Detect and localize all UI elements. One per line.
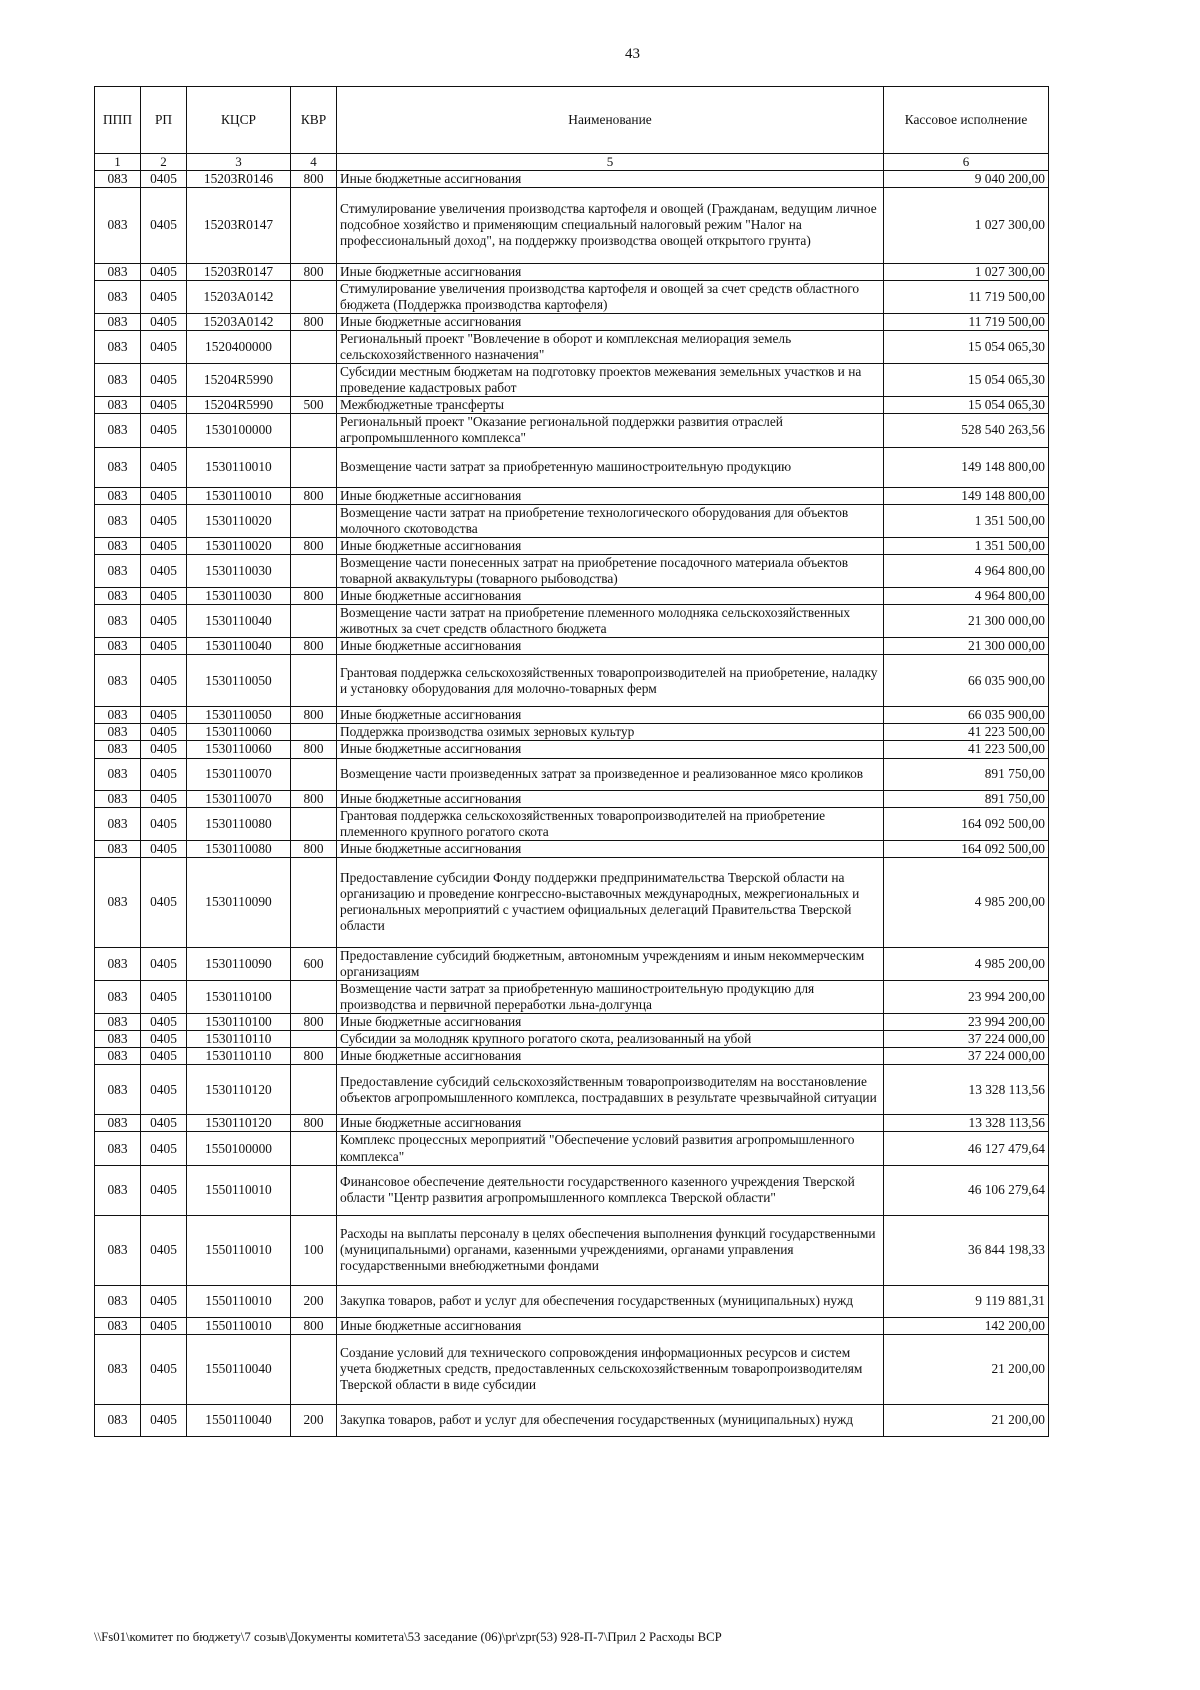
cell-kvr: 800	[291, 1014, 337, 1031]
cell-name: Иные бюджетные ассигнования	[337, 537, 884, 554]
cell-kcsr: 1550110040	[187, 1334, 291, 1404]
cell-kvr: 800	[291, 638, 337, 655]
cell-rp: 0405	[141, 638, 187, 655]
cell-kvr: 800	[291, 1115, 337, 1132]
table-row	[95, 790, 1049, 807]
cell-sum: 66 035 900,00	[884, 707, 1049, 724]
cell-ppp: 083	[95, 414, 141, 447]
cell-ppp: 083	[95, 187, 141, 263]
cell-rp: 0405	[141, 1165, 187, 1215]
col-header-kcsr: КЦСР	[187, 87, 291, 154]
cell-rp: 0405	[141, 1285, 187, 1317]
cell-ppp: 083	[95, 707, 141, 724]
col-number-4: 4	[291, 154, 337, 171]
cell-ppp: 083	[95, 807, 141, 840]
table-row	[95, 537, 1049, 554]
cell-name: Региональный проект "Оказание региональной поддержки развития отраслей агропромышленного комплекса"	[337, 414, 884, 447]
cell-name: Иные бюджетные ассигнования	[337, 1317, 884, 1334]
cell-ppp: 083	[95, 605, 141, 638]
cell-kcsr: 1530110020	[187, 504, 291, 537]
cell-sum: 46 106 279,64	[884, 1165, 1049, 1215]
cell-kvr: 200	[291, 1404, 337, 1436]
cell-kcsr: 1530110040	[187, 605, 291, 638]
cell-sum: 15 054 065,30	[884, 397, 1049, 414]
cell-sum: 164 092 500,00	[884, 807, 1049, 840]
cell-sum: 21 300 000,00	[884, 605, 1049, 638]
cell-sum: 21 300 000,00	[884, 638, 1049, 655]
cell-rp: 0405	[141, 397, 187, 414]
cell-name: Расходы на выплаты персоналу в целях обеспечения выполнения функций государственными (муниципальными) органами, казенными учреждениями, органами управления государственными внебюджетными фондами	[337, 1215, 884, 1285]
cell-name: Иные бюджетные ассигнования	[337, 840, 884, 857]
cell-sum: 1 027 300,00	[884, 263, 1049, 280]
cell-kcsr: 1530110110	[187, 1031, 291, 1048]
table-row	[95, 1404, 1049, 1436]
cell-rp: 0405	[141, 1334, 187, 1404]
cell-ppp: 083	[95, 758, 141, 790]
cell-name: Предоставление субсидии Фонду поддержки предпринимательства Тверской области на организацию и проведение конгрессно-выставочных международных, межрегиональных и региональных мероприятий с участием официальных делегаций Правительства Тверской области	[337, 857, 884, 947]
cell-name: Финансовое обеспечение деятельности государственного казенного учреждения Тверской области "Центр развития агропромышленного комплекса Тверской области"	[337, 1165, 884, 1215]
cell-kvr	[291, 758, 337, 790]
table-row	[95, 605, 1049, 638]
cell-sum: 11 719 500,00	[884, 313, 1049, 330]
cell-sum: 9 119 881,31	[884, 1285, 1049, 1317]
cell-ppp: 083	[95, 1165, 141, 1215]
cell-rp: 0405	[141, 1048, 187, 1065]
page-number: 43	[625, 46, 640, 62]
budget-table	[94, 86, 1049, 1437]
cell-name: Иные бюджетные ассигнования	[337, 263, 884, 280]
cell-kcsr: 1530110060	[187, 724, 291, 741]
table-row	[95, 655, 1049, 707]
cell-sum: 4 985 200,00	[884, 947, 1049, 980]
cell-rp: 0405	[141, 857, 187, 947]
cell-rp: 0405	[141, 741, 187, 758]
col-header-rp: РП	[141, 87, 187, 154]
cell-sum: 37 224 000,00	[884, 1031, 1049, 1048]
cell-kvr	[291, 554, 337, 587]
cell-kvr	[291, 1334, 337, 1404]
cell-kvr	[291, 414, 337, 447]
table-row	[95, 724, 1049, 741]
cell-kvr: 800	[291, 840, 337, 857]
table-row	[95, 170, 1049, 187]
cell-kcsr: 1550110010	[187, 1215, 291, 1285]
cell-ppp: 083	[95, 263, 141, 280]
cell-sum: 891 750,00	[884, 758, 1049, 790]
cell-name: Иные бюджетные ассигнования	[337, 1048, 884, 1065]
cell-ppp: 083	[95, 947, 141, 980]
cell-rp: 0405	[141, 1317, 187, 1334]
col-header-kvr: КВР	[291, 87, 337, 154]
table-row	[95, 1215, 1049, 1285]
col-number-3: 3	[187, 154, 291, 171]
cell-kcsr: 1530110060	[187, 741, 291, 758]
cell-kcsr: 1530110050	[187, 707, 291, 724]
cell-name: Грантовая поддержка сельскохозяйственных товаропроизводителей на приобретение племенного крупного рогатого скота	[337, 807, 884, 840]
cell-ppp: 083	[95, 857, 141, 947]
cell-name: Иные бюджетные ассигнования	[337, 313, 884, 330]
cell-kcsr: 1520400000	[187, 330, 291, 363]
table-row	[95, 1285, 1049, 1317]
cell-kvr: 200	[291, 1285, 337, 1317]
cell-rp: 0405	[141, 1115, 187, 1132]
table-row	[95, 588, 1049, 605]
cell-ppp: 083	[95, 790, 141, 807]
table-row	[95, 1065, 1049, 1115]
cell-kvr: 100	[291, 1215, 337, 1285]
cell-kcsr: 1530110010	[187, 447, 291, 487]
table-body	[95, 170, 1049, 1436]
cell-rp: 0405	[141, 981, 187, 1014]
table-row	[95, 414, 1049, 447]
table-row	[95, 857, 1049, 947]
table-row	[95, 364, 1049, 397]
cell-kcsr: 1550110010	[187, 1317, 291, 1334]
cell-sum: 21 200,00	[884, 1404, 1049, 1436]
cell-sum: 41 223 500,00	[884, 741, 1049, 758]
cell-rp: 0405	[141, 947, 187, 980]
cell-kvr: 800	[291, 537, 337, 554]
cell-name: Иные бюджетные ассигнования	[337, 790, 884, 807]
cell-name: Комплекс процессных мероприятий "Обеспечение условий развития агропромышленного комплекса"	[337, 1132, 884, 1165]
cell-rp: 0405	[141, 1031, 187, 1048]
cell-kcsr: 1530110110	[187, 1048, 291, 1065]
cell-kvr: 800	[291, 790, 337, 807]
cell-name: Возмещение части затрат за приобретенную машиностроительную продукцию	[337, 447, 884, 487]
cell-kcsr: 1530110120	[187, 1065, 291, 1115]
cell-sum: 15 054 065,30	[884, 364, 1049, 397]
column-number-row	[95, 154, 1049, 171]
cell-sum: 37 224 000,00	[884, 1048, 1049, 1065]
cell-name: Иные бюджетные ассигнования	[337, 638, 884, 655]
cell-sum: 36 844 198,33	[884, 1215, 1049, 1285]
cell-kcsr: 1530110080	[187, 840, 291, 857]
footer-file-path: \\Fs01\комитет по бюджету\7 созыв\Документы комитета\53 заседание (06)\pr\zpr(53) 928-П-7\Прил 2 Расходы ВСР	[94, 1630, 722, 1644]
cell-sum: 1 027 300,00	[884, 187, 1049, 263]
cell-rp: 0405	[141, 605, 187, 638]
cell-kvr	[291, 1132, 337, 1165]
cell-sum: 149 148 800,00	[884, 487, 1049, 504]
cell-rp: 0405	[141, 840, 187, 857]
cell-name: Иные бюджетные ассигнования	[337, 588, 884, 605]
cell-rp: 0405	[141, 170, 187, 187]
cell-ppp: 083	[95, 1317, 141, 1334]
cell-sum: 4 964 800,00	[884, 588, 1049, 605]
table-row	[95, 330, 1049, 363]
cell-name: Стимулирование увеличения производства картофеля и овощей за счет средств областного бюджета (Поддержка производства картофеля)	[337, 280, 884, 313]
cell-kvr	[291, 655, 337, 707]
cell-rp: 0405	[141, 187, 187, 263]
cell-kcsr: 1530110080	[187, 807, 291, 840]
cell-ppp: 083	[95, 840, 141, 857]
cell-sum: 13 328 113,56	[884, 1115, 1049, 1132]
cell-kvr	[291, 807, 337, 840]
cell-kcsr: 1530110100	[187, 981, 291, 1014]
cell-name: Возмещение части затрат на приобретение технологического оборудования для объектов молочного скотоводства	[337, 504, 884, 537]
col-number-5: 5	[337, 154, 884, 171]
cell-name: Предоставление субсидий сельскохозяйственным товаропроизводителям на восстановление объектов агропромышленного комплекса, пострадавших в результате чрезвычайной ситуации	[337, 1065, 884, 1115]
cell-ppp: 083	[95, 170, 141, 187]
cell-ppp: 083	[95, 313, 141, 330]
cell-rp: 0405	[141, 1404, 187, 1436]
cell-kcsr: 15203A0142	[187, 280, 291, 313]
table-row	[95, 487, 1049, 504]
table-row	[95, 313, 1049, 330]
cell-kvr	[291, 605, 337, 638]
cell-kcsr: 1530110010	[187, 487, 291, 504]
cell-kvr: 800	[291, 263, 337, 280]
cell-kcsr: 15204R5990	[187, 397, 291, 414]
cell-ppp: 083	[95, 1215, 141, 1285]
cell-kvr: 800	[291, 1317, 337, 1334]
cell-kcsr: 15203A0142	[187, 313, 291, 330]
cell-name: Субсидии местным бюджетам на подготовку проектов межевания земельных участков и на проведение кадастровых работ	[337, 364, 884, 397]
cell-name: Стимулирование увеличения производства картофеля и овощей (Гражданам, ведущим личное подсобное хозяйство и применяющим специальный налоговый режим "Налог на профессиональный доход", на поддержку производства овощей открытого грунта)	[337, 187, 884, 263]
cell-ppp: 083	[95, 1065, 141, 1115]
cell-kvr	[291, 330, 337, 363]
col-header-sum: Кассовое исполнение	[884, 87, 1049, 154]
cell-kcsr: 1530110030	[187, 554, 291, 587]
cell-name: Региональный проект "Вовлечение в оборот и комплексная мелиорация земель сельскохозяйственного назначения"	[337, 330, 884, 363]
cell-rp: 0405	[141, 724, 187, 741]
cell-ppp: 083	[95, 741, 141, 758]
cell-kvr	[291, 447, 337, 487]
cell-name: Поддержка производства озимых зерновых культур	[337, 724, 884, 741]
cell-name: Субсидии за молодняк крупного рогатого скота, реализованный на убой	[337, 1031, 884, 1048]
cell-kcsr: 1530110090	[187, 857, 291, 947]
col-number-1: 1	[95, 154, 141, 171]
cell-rp: 0405	[141, 1132, 187, 1165]
cell-sum: 164 092 500,00	[884, 840, 1049, 857]
cell-ppp: 083	[95, 1014, 141, 1031]
cell-sum: 15 054 065,30	[884, 330, 1049, 363]
cell-rp: 0405	[141, 707, 187, 724]
cell-ppp: 083	[95, 397, 141, 414]
table-row	[95, 981, 1049, 1014]
cell-ppp: 083	[95, 554, 141, 587]
table-row	[95, 1334, 1049, 1404]
cell-rp: 0405	[141, 655, 187, 707]
cell-kvr: 800	[291, 1048, 337, 1065]
cell-sum: 528 540 263,56	[884, 414, 1049, 447]
cell-kcsr: 1530110100	[187, 1014, 291, 1031]
cell-sum: 41 223 500,00	[884, 724, 1049, 741]
table-row	[95, 1165, 1049, 1215]
table-row	[95, 1048, 1049, 1065]
cell-rp: 0405	[141, 504, 187, 537]
cell-name: Возмещение части затрат за приобретенную машиностроительную продукцию для производства и первичной переработки льна-долгунца	[337, 981, 884, 1014]
cell-kvr	[291, 981, 337, 1014]
col-number-6: 6	[884, 154, 1049, 171]
cell-kvr	[291, 187, 337, 263]
cell-sum: 13 328 113,56	[884, 1065, 1049, 1115]
cell-rp: 0405	[141, 758, 187, 790]
col-header-ppp: ППП	[95, 87, 141, 154]
cell-ppp: 083	[95, 655, 141, 707]
cell-ppp: 083	[95, 364, 141, 397]
cell-name: Грантовая поддержка сельскохозяйственных товаропроизводителей на приобретение, наладку и установку оборудования для молочно-товарных ферм	[337, 655, 884, 707]
cell-rp: 0405	[141, 807, 187, 840]
cell-sum: 66 035 900,00	[884, 655, 1049, 707]
cell-ppp: 083	[95, 1132, 141, 1165]
cell-kvr: 600	[291, 947, 337, 980]
cell-kvr: 800	[291, 170, 337, 187]
cell-rp: 0405	[141, 790, 187, 807]
cell-kcsr: 15203R0146	[187, 170, 291, 187]
cell-rp: 0405	[141, 1014, 187, 1031]
cell-name: Возмещение части понесенных затрат на приобретение посадочного материала объектов товарной аквакультуры (товарного рыбоводства)	[337, 554, 884, 587]
cell-rp: 0405	[141, 487, 187, 504]
cell-ppp: 083	[95, 638, 141, 655]
table-row	[95, 807, 1049, 840]
cell-rp: 0405	[141, 280, 187, 313]
cell-sum: 149 148 800,00	[884, 447, 1049, 487]
cell-ppp: 083	[95, 724, 141, 741]
cell-kvr	[291, 280, 337, 313]
cell-kcsr: 1550110040	[187, 1404, 291, 1436]
cell-rp: 0405	[141, 414, 187, 447]
cell-sum: 142 200,00	[884, 1317, 1049, 1334]
col-number-2: 2	[141, 154, 187, 171]
cell-kcsr: 1530110040	[187, 638, 291, 655]
cell-sum: 1 351 500,00	[884, 537, 1049, 554]
cell-name: Создание условий для технического сопровождения информационных ресурсов и систем учета бюджетных средств, предоставленных сельскохозяйственным товаропроизводителям Тверской области в виде субсидии	[337, 1334, 884, 1404]
cell-kcsr: 15204R5990	[187, 364, 291, 397]
table-row	[95, 504, 1049, 537]
cell-kvr: 800	[291, 741, 337, 758]
cell-kvr	[291, 1065, 337, 1115]
cell-sum: 11 719 500,00	[884, 280, 1049, 313]
cell-ppp: 083	[95, 981, 141, 1014]
table-row	[95, 1031, 1049, 1048]
cell-rp: 0405	[141, 364, 187, 397]
cell-rp: 0405	[141, 447, 187, 487]
cell-sum: 9 040 200,00	[884, 170, 1049, 187]
cell-ppp: 083	[95, 1285, 141, 1317]
cell-kcsr: 1530110120	[187, 1115, 291, 1132]
cell-sum: 891 750,00	[884, 790, 1049, 807]
cell-name: Закупка товаров, работ и услуг для обеспечения государственных (муниципальных) нужд	[337, 1285, 884, 1317]
cell-kcsr: 1550100000	[187, 1132, 291, 1165]
cell-kcsr: 1530110020	[187, 537, 291, 554]
cell-kvr: 800	[291, 588, 337, 605]
table-row	[95, 554, 1049, 587]
table-row	[95, 1132, 1049, 1165]
cell-kcsr: 1530110070	[187, 790, 291, 807]
cell-name: Предоставление субсидий бюджетным, автономным учреждениям и иным некоммерческим организациям	[337, 947, 884, 980]
cell-kvr	[291, 504, 337, 537]
cell-name: Иные бюджетные ассигнования	[337, 170, 884, 187]
cell-kcsr: 1530110030	[187, 588, 291, 605]
cell-sum: 46 127 479,64	[884, 1132, 1049, 1165]
cell-sum: 23 994 200,00	[884, 981, 1049, 1014]
table-row	[95, 758, 1049, 790]
cell-rp: 0405	[141, 1065, 187, 1115]
cell-sum: 21 200,00	[884, 1334, 1049, 1404]
cell-kvr: 500	[291, 397, 337, 414]
cell-kcsr: 1530110070	[187, 758, 291, 790]
cell-name: Закупка товаров, работ и услуг для обеспечения государственных (муниципальных) нужд	[337, 1404, 884, 1436]
cell-name: Иные бюджетные ассигнования	[337, 1115, 884, 1132]
table-row	[95, 638, 1049, 655]
cell-ppp: 083	[95, 1031, 141, 1048]
cell-ppp: 083	[95, 504, 141, 537]
cell-name: Иные бюджетные ассигнования	[337, 707, 884, 724]
cell-kcsr: 1530110090	[187, 947, 291, 980]
cell-kvr	[291, 1165, 337, 1215]
cell-kvr: 800	[291, 487, 337, 504]
cell-rp: 0405	[141, 554, 187, 587]
cell-kvr: 800	[291, 313, 337, 330]
table-row	[95, 447, 1049, 487]
cell-kcsr: 1550110010	[187, 1285, 291, 1317]
table-row	[95, 280, 1049, 313]
cell-sum: 4 964 800,00	[884, 554, 1049, 587]
table-row	[95, 187, 1049, 263]
cell-kcsr: 15203R0147	[187, 263, 291, 280]
cell-name: Возмещение части произведенных затрат за произведенное и реализованное мясо кроликов	[337, 758, 884, 790]
cell-ppp: 083	[95, 1404, 141, 1436]
cell-kcsr: 1530100000	[187, 414, 291, 447]
cell-ppp: 083	[95, 537, 141, 554]
table-row	[95, 1115, 1049, 1132]
cell-rp: 0405	[141, 330, 187, 363]
cell-kcsr: 15203R0147	[187, 187, 291, 263]
cell-name: Иные бюджетные ассигнования	[337, 1014, 884, 1031]
cell-kvr: 800	[291, 707, 337, 724]
cell-rp: 0405	[141, 537, 187, 554]
table-row	[95, 707, 1049, 724]
cell-name: Иные бюджетные ассигнования	[337, 741, 884, 758]
header-row	[95, 87, 1049, 154]
cell-ppp: 083	[95, 330, 141, 363]
cell-ppp: 083	[95, 487, 141, 504]
cell-rp: 0405	[141, 1215, 187, 1285]
cell-kvr	[291, 1031, 337, 1048]
table-row	[95, 263, 1049, 280]
table-row	[95, 741, 1049, 758]
cell-kvr	[291, 724, 337, 741]
table-row	[95, 947, 1049, 980]
cell-sum: 1 351 500,00	[884, 504, 1049, 537]
cell-kvr	[291, 364, 337, 397]
col-header-name: Наименование	[337, 87, 884, 154]
cell-kvr	[291, 857, 337, 947]
table-row	[95, 397, 1049, 414]
table-row	[95, 1317, 1049, 1334]
cell-ppp: 083	[95, 280, 141, 313]
cell-ppp: 083	[95, 588, 141, 605]
cell-kcsr: 1530110050	[187, 655, 291, 707]
cell-name: Иные бюджетные ассигнования	[337, 487, 884, 504]
cell-name: Межбюджетные трансферты	[337, 397, 884, 414]
table-row	[95, 1014, 1049, 1031]
cell-rp: 0405	[141, 313, 187, 330]
cell-sum: 4 985 200,00	[884, 857, 1049, 947]
cell-kcsr: 1550110010	[187, 1165, 291, 1215]
cell-name: Возмещение части затрат на приобретение племенного молодняка сельскохозяйственных животных за счет средств областного бюджета	[337, 605, 884, 638]
cell-rp: 0405	[141, 263, 187, 280]
cell-ppp: 083	[95, 1334, 141, 1404]
cell-rp: 0405	[141, 588, 187, 605]
cell-sum: 23 994 200,00	[884, 1014, 1049, 1031]
table-row	[95, 840, 1049, 857]
cell-ppp: 083	[95, 447, 141, 487]
cell-ppp: 083	[95, 1115, 141, 1132]
cell-ppp: 083	[95, 1048, 141, 1065]
